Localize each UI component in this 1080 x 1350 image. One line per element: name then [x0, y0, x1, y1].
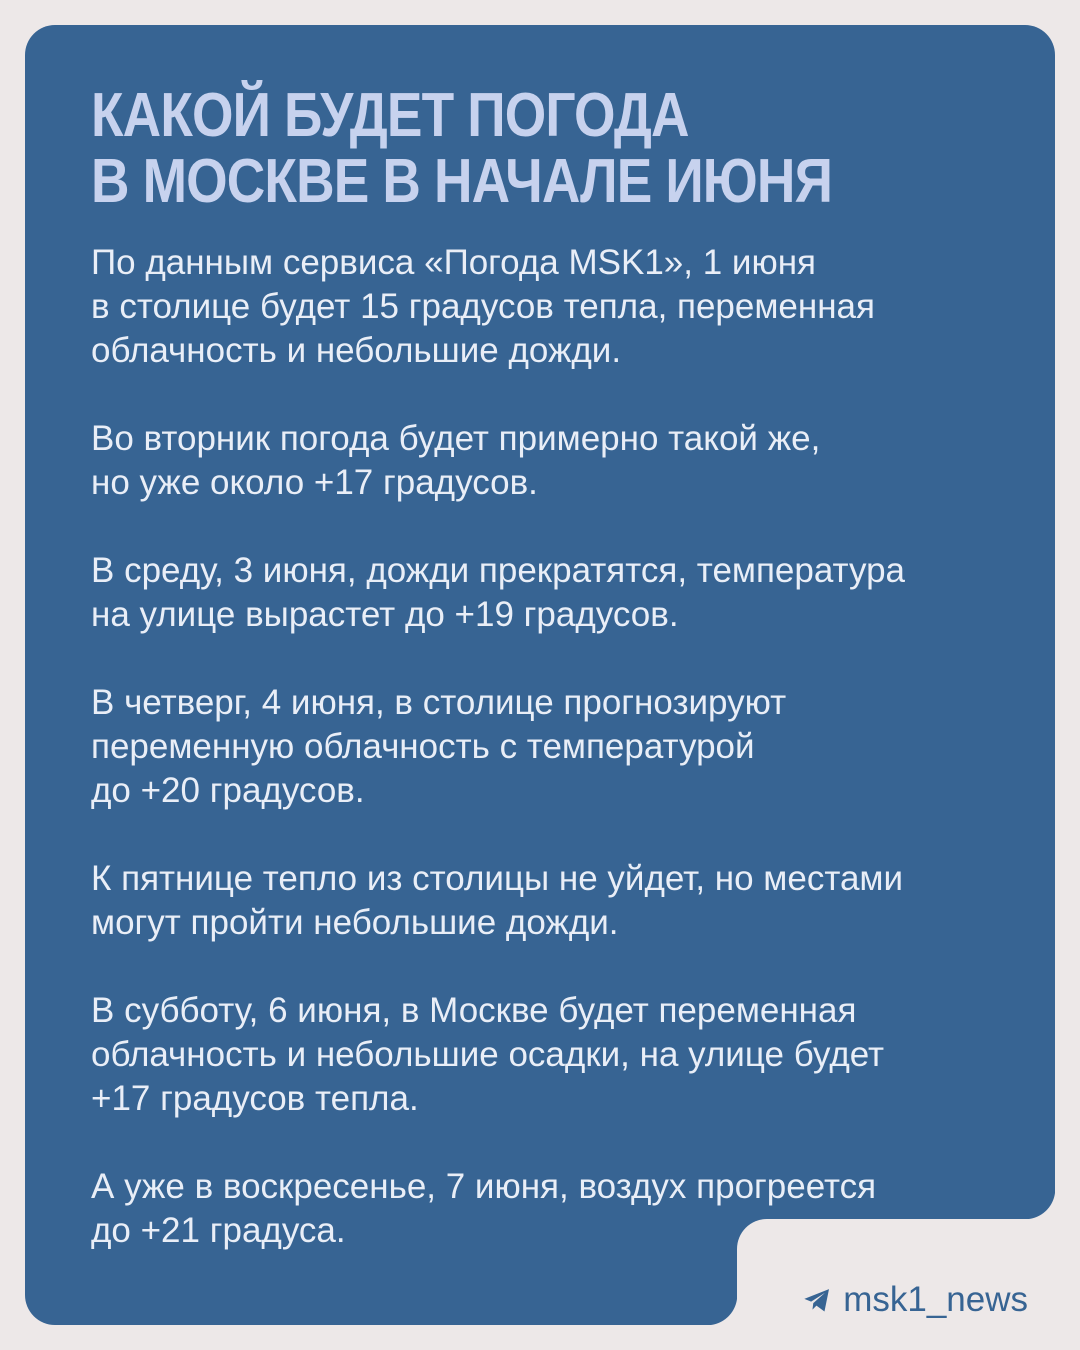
paragraph-thursday — [91, 681, 1051, 813]
paragraph-friday — [91, 857, 1051, 945]
text-line: К пятнице тепло из столицы не уйдет, но местами — [91, 859, 904, 898]
text-line: на улице вырастет до +19 градусов. — [91, 595, 679, 634]
text-line: до +20 градусов. — [91, 771, 365, 810]
telegram-icon — [801, 1284, 833, 1316]
news-card — [25, 25, 1055, 1325]
text-line: в столице будет 15 градусов тепла, переменная — [91, 287, 875, 326]
text-line: В четверг, 4 июня, в столице прогнозируют — [91, 683, 787, 722]
text-line: +17 градусов тепла. — [91, 1079, 419, 1118]
text-line: Во вторник погода будет примерно такой же, — [91, 419, 821, 458]
paragraph-saturday — [91, 989, 1051, 1121]
text-line: По данным сервиса «Погода MSK1», 1 июня — [91, 243, 816, 282]
paragraph-june-1 — [91, 241, 1051, 373]
text-line: но уже около +17 градусов. — [91, 463, 538, 502]
text-line: переменную облачность с температурой — [91, 727, 755, 766]
paragraph-tuesday — [91, 417, 1051, 505]
headline-line-1: КАКОЙ БУДЕТ ПОГОДА — [91, 81, 689, 150]
article-body — [91, 241, 1051, 1297]
headline — [91, 83, 832, 215]
headline-line-2: В МОСКВЕ В НАЧАЛЕ ИЮНЯ — [91, 147, 833, 216]
text-line: облачность и небольшие осадки, на улице будет — [91, 1035, 885, 1074]
text-line: до +21 градуса. — [91, 1211, 346, 1250]
text-line: В среду, 3 июня, дожди прекратятся, температура — [91, 551, 906, 590]
channel-handle: msk1_news — [843, 1280, 1028, 1319]
text-line: А уже в воскресенье, 7 июня, воздух прогреется — [91, 1167, 877, 1206]
text-line: могут пройти небольшие дожди. — [91, 903, 619, 942]
paragraph-wednesday — [91, 549, 1051, 637]
text-line: облачность и небольшие дожди. — [91, 331, 622, 370]
channel-link[interactable] — [801, 1280, 1028, 1320]
text-line: В субботу, 6 июня, в Москве будет переменная — [91, 991, 857, 1030]
